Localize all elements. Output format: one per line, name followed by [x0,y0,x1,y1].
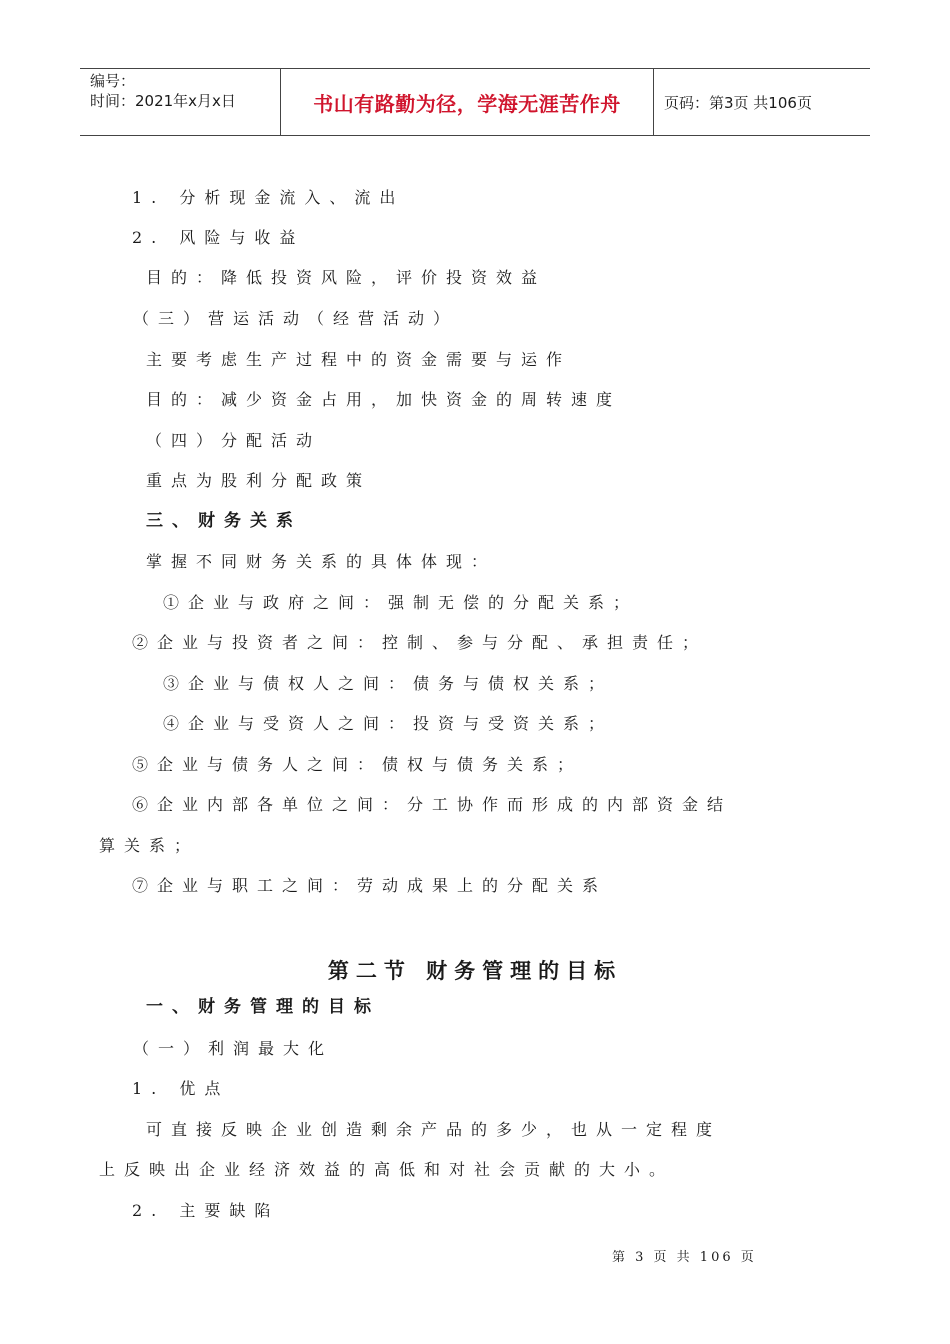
text-line: （三）营运活动（经营活动） [133,309,459,328]
text-line: 1. 分析现金流入、流出 [132,188,405,207]
subheading: 一、财务管理的目标 [146,997,380,1017]
text-line: 主要考虑生产过程中的资金需要与运作 [146,350,572,369]
text-line: （一）利润最大化 [133,1039,334,1058]
list-item: ①企业与政府之间：强制无偿的分配关系； [163,593,639,612]
header-page-info: 页码：第3页 共106页 [664,93,812,112]
text-line: 可直接反映企业创造剩余产品的多少，也从一定程度 [146,1120,722,1139]
list-item: ⑥企业内部各单位之间：分工协作而形成的内部资金结 [132,795,733,814]
list-item: ⑤企业与债务人之间：债权与债务关系； [132,755,583,774]
text-line: 目的：降低投资风险，评价投资效益 [146,268,547,287]
number-label: 编号： [90,72,136,90]
list-item: ⑦企业与职工之间：劳动成果上的分配关系 [132,876,608,895]
list-item-continuation: 算关系； [99,836,200,855]
list-item: ④企业与受资人之间：投资与受资关系； [163,714,614,733]
page-header [80,68,870,136]
page-footer: 第 3 页 共 106 页 [612,1250,757,1265]
text-line: 上反映出企业经济效益的高低和对社会贡献的大小。 [99,1160,675,1179]
list-item: ③企业与债权人之间：债务与债权关系； [163,674,614,693]
header-motto: 书山有路勤为径，学海无涯苦作舟 [281,69,654,135]
list-item: ②企业与投资者之间：控制、参与分配、承担责任； [132,633,708,652]
text-line: 掌握不同财务关系的具体体现： [146,552,497,571]
date-label: 时间：2021年x月x日 [90,92,236,110]
text-line: 重点为股利分配政策 [146,471,372,490]
text-line: 1. 优点 [132,1079,230,1098]
text-line: （四）分配活动 [146,431,322,450]
subheading: 三、财务关系 [146,511,302,531]
section-title: 第二节 财务管理的目标 [327,959,623,983]
text-line: 2. 主要缺陷 [132,1201,280,1220]
text-line: 目的：减少资金占用，加快资金的周转速度 [146,390,622,409]
text-line: 2. 风险与收益 [132,228,305,247]
header-meta [80,69,281,135]
